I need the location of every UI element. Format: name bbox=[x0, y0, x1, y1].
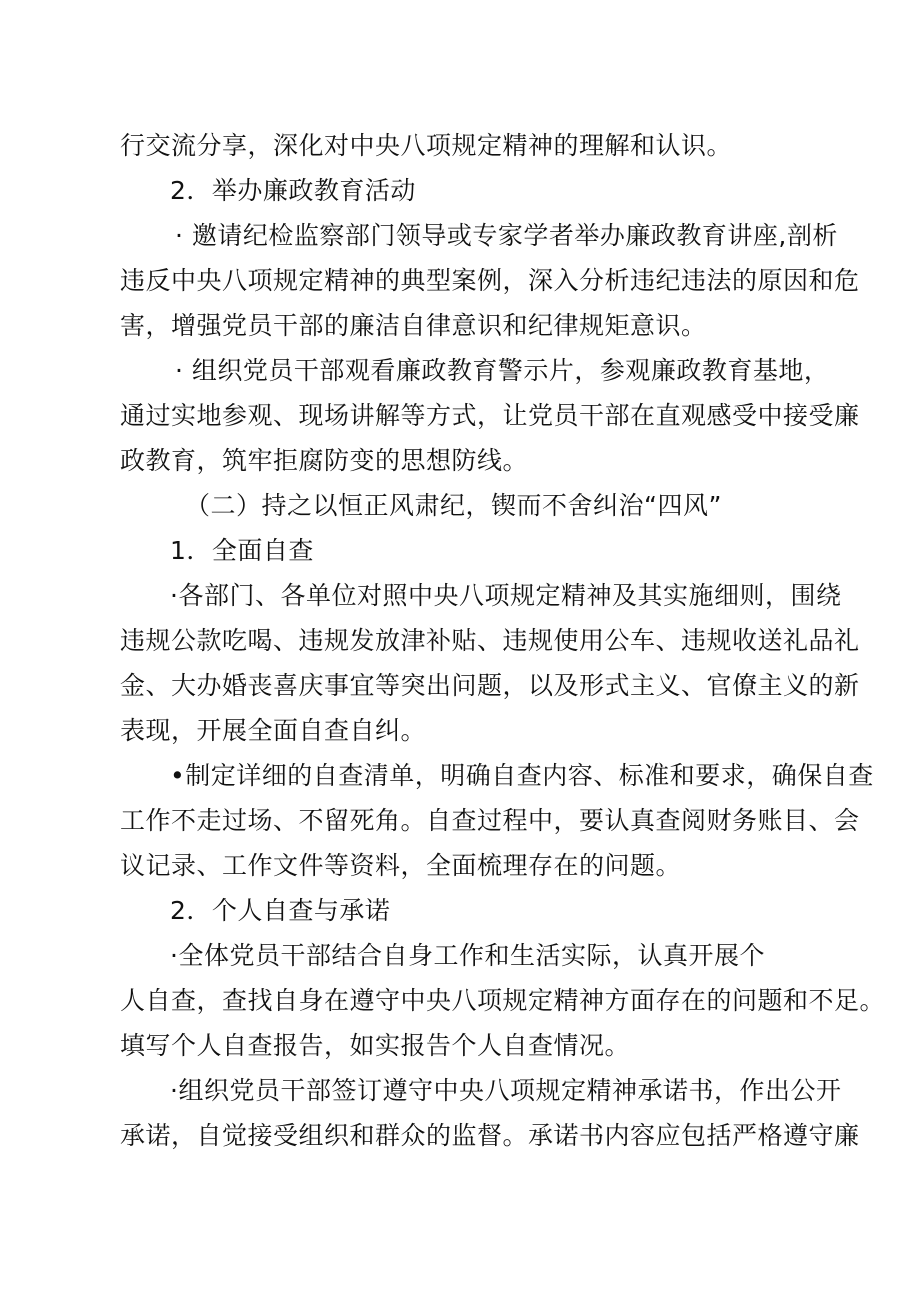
subheading: 2．个人自查与承诺 bbox=[170, 896, 391, 925]
text-line: 议记录、工作文件等资料，全面梳理存在的问题。 bbox=[120, 851, 682, 880]
text-line: 承诺，自觉接受组织和群众的监督。承诺书内容应包括严格遵守廉 bbox=[120, 1121, 860, 1150]
text-line: 填写个人自查报告，如实报告个人自查情况。 bbox=[120, 1031, 631, 1060]
subheading: 1．全面自查 bbox=[170, 536, 314, 565]
text-line: 政教育，筑牢拒腐防变的思想防线。 bbox=[120, 446, 529, 475]
text-line: 行交流分享，深化对中央八项规定精神的理解和认识。 bbox=[120, 131, 733, 160]
text-line: 表现，开展全面自查自纠。 bbox=[120, 716, 427, 745]
text-line: 害，增强党员干部的廉洁自律意识和纪律规矩意识。 bbox=[120, 311, 707, 340]
text-line: 通过实地参观、现场讲解等方式，让党员干部在直观感受中接受廉 bbox=[120, 401, 860, 430]
text-line: · 邀请纪检监察部门领导或专家学者举办廉政教育讲座,剖析 bbox=[175, 221, 838, 250]
text-line: ·全体党员干部结合自身工作和生活实际，认真开展个 bbox=[170, 941, 765, 970]
subheading: 2．举办廉政教育活动 bbox=[170, 176, 416, 205]
text-line: •制定详细的自查清单，明确自查内容、标准和要求，确保自查 bbox=[170, 761, 874, 790]
text-line: ·组织党员干部签订遵守中央八项规定精神承诺书，作出公开 bbox=[170, 1076, 842, 1105]
text-line: 金、大办婚丧喜庆事宜等突出问题，以及形式主义、官僚主义的新 bbox=[120, 671, 860, 700]
section-heading: （二）持之以恒正风肃纪，锲而不舍纠治“四风” bbox=[185, 491, 722, 520]
text-line: ·各部门、各单位对照中央八项规定精神及其实施细则，围绕 bbox=[170, 581, 842, 610]
text-line: 违反中央八项规定精神的典型案例，深入分析违纪违法的原因和危 bbox=[120, 266, 860, 295]
text-line: · 组织党员干部观看廉政教育警示片，参观廉政教育基地， bbox=[175, 356, 830, 385]
text-line: 工作不走过场、不留死角。自查过程中，要认真查阅财务账目、会 bbox=[120, 806, 860, 835]
text-line: 违规公款吃喝、违规发放津补贴、违规使用公车、违规收送礼品礼 bbox=[120, 626, 860, 655]
text-line: 人自查，查找自身在遵守中央八项规定精神方面存在的问题和不足。 bbox=[120, 986, 886, 1015]
